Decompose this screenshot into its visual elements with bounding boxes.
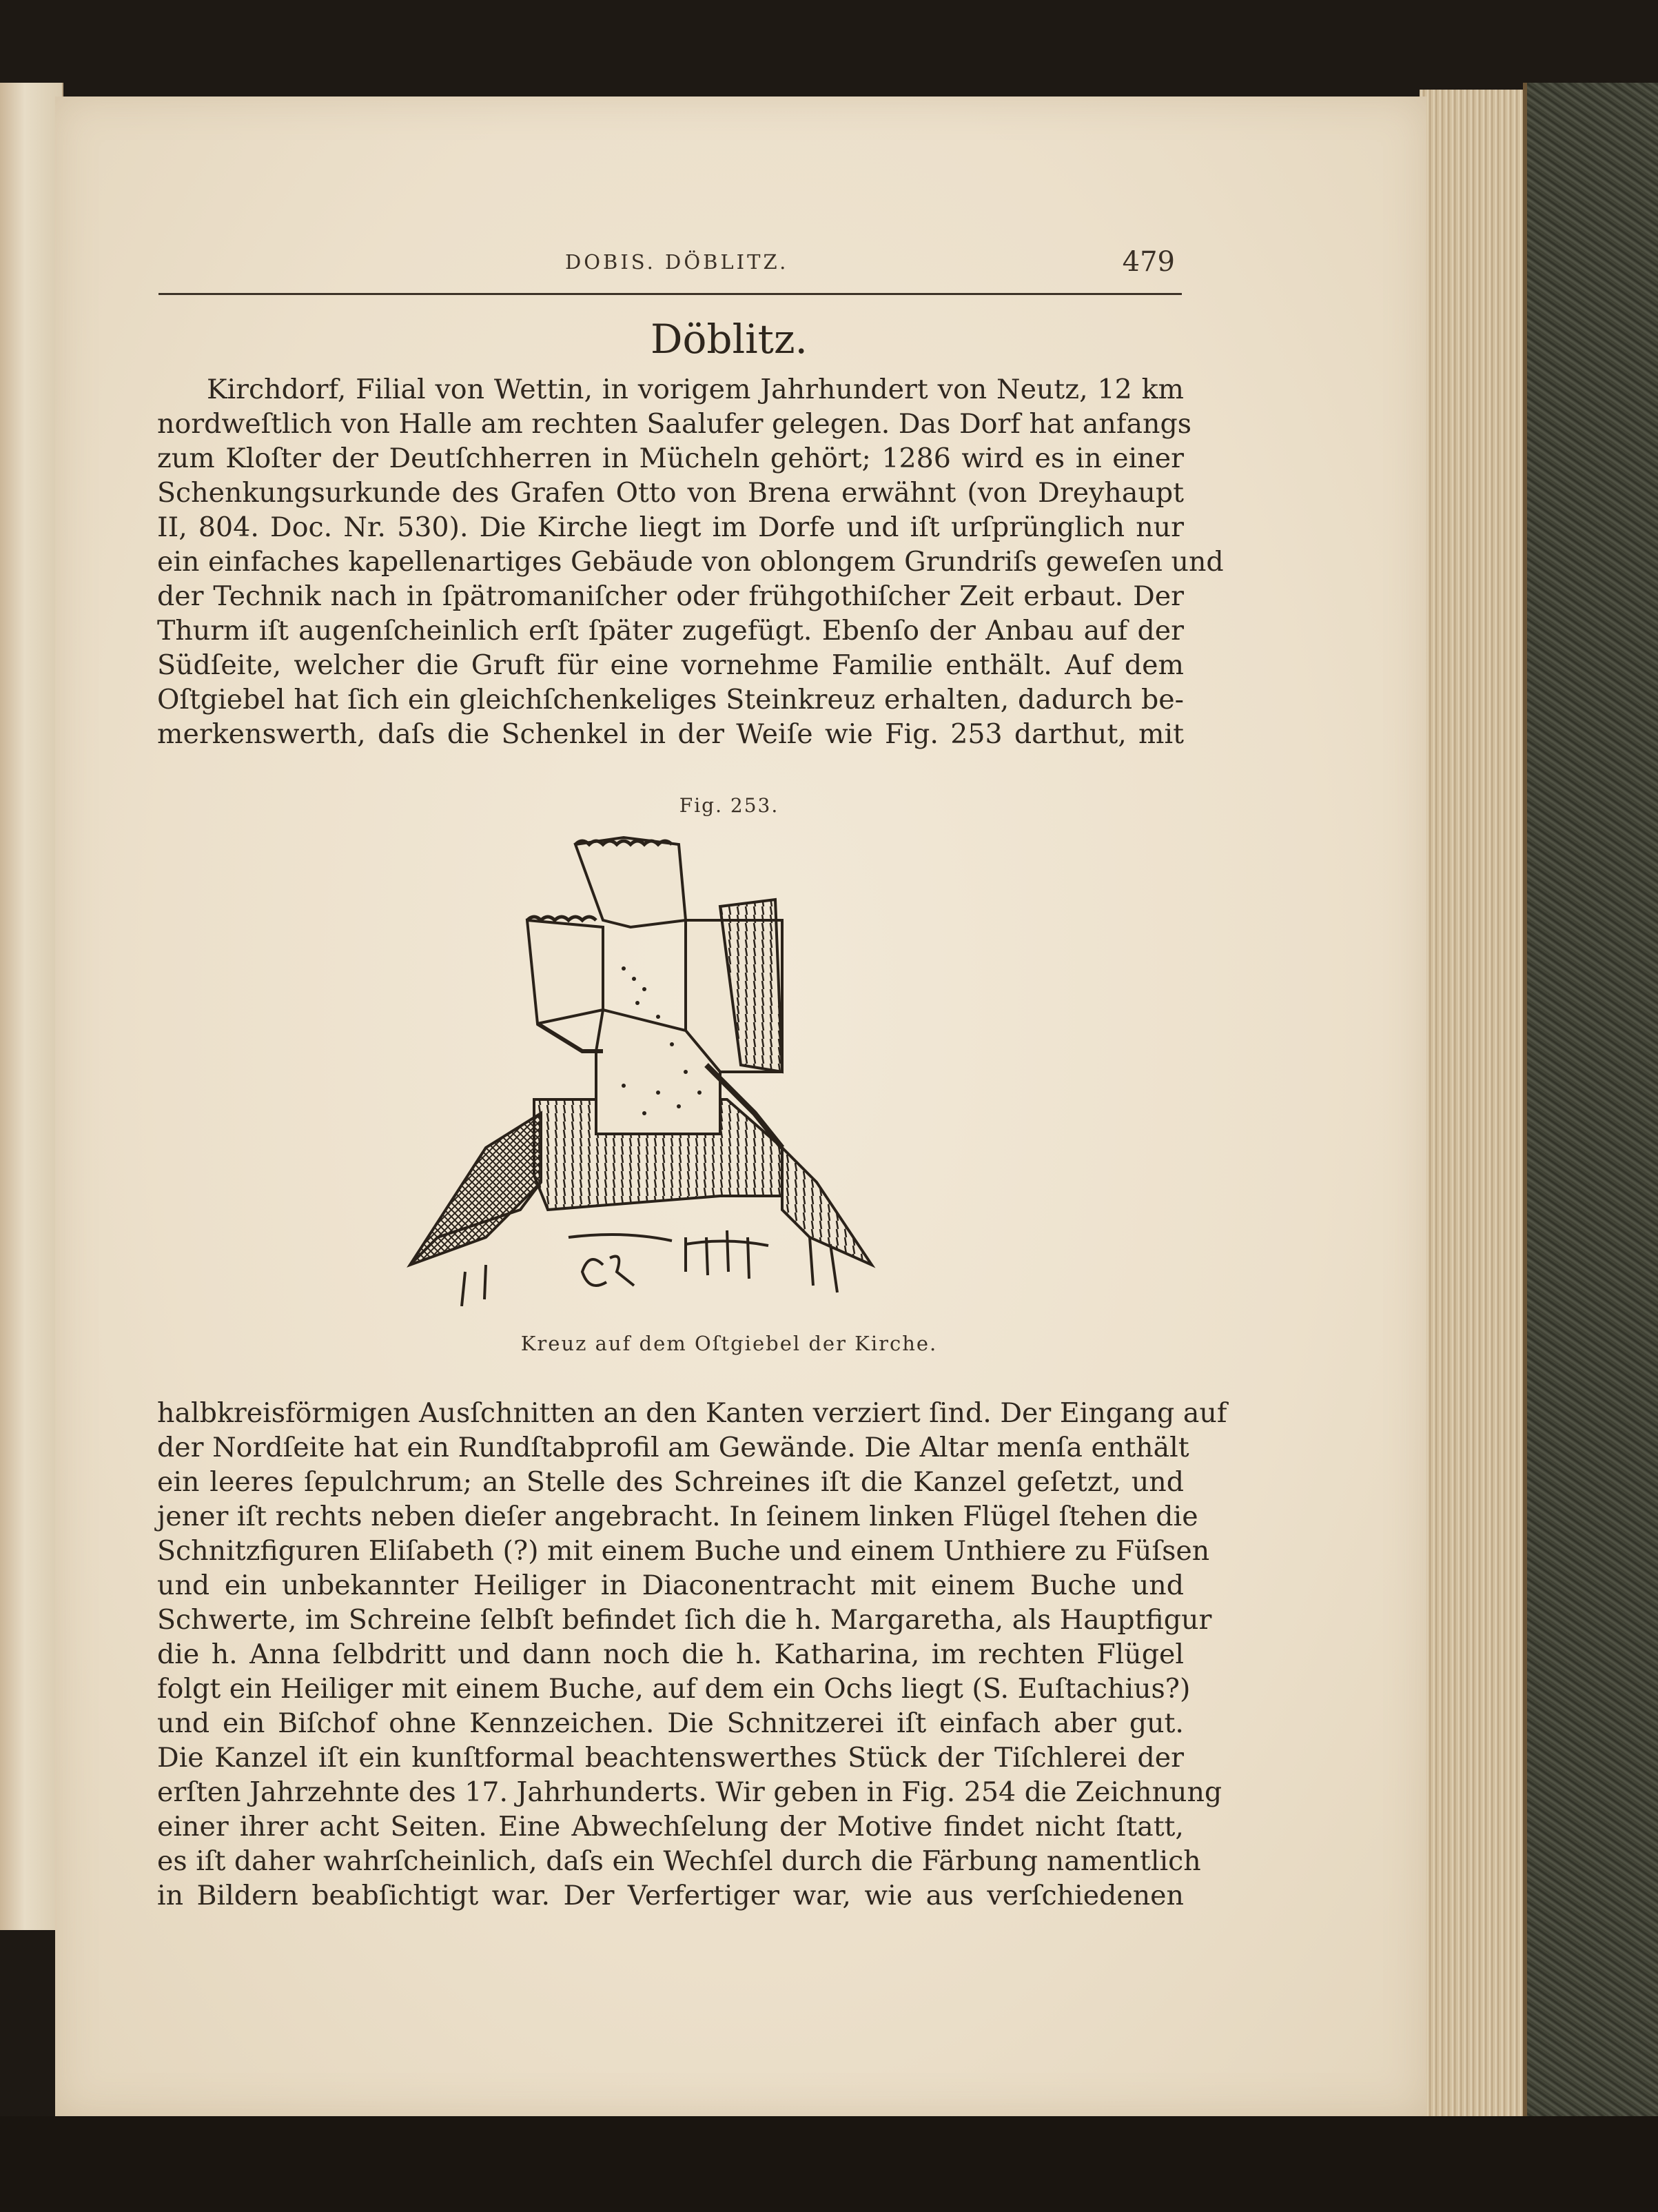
text-line: Oſtgiebel hat ſich ein gleichſchenkeliges Steinkreuz erhalten, dadurch be-: [157, 684, 1184, 716]
text-line: halbkreisförmigen Ausſchnitten an den Kanten verziert ſind. Der Eingang auf: [157, 1397, 1227, 1429]
text-line: folgt ein Heiliger mit einem Buche, auf dem ein Ochs liegt (S. Euſtachius?): [157, 1673, 1191, 1705]
paragraph-1: [157, 372, 1224, 751]
text-line: Schnitzfiguren Eliſabeth (?) mit einem Buche und einem Unthiere zu Füſsen: [157, 1535, 1210, 1567]
text-line: Die Kanzel iſt ein kunſtformal beachtenswerthes Stück der Tiſchlerei der: [157, 1742, 1184, 1774]
text-line: Kirchdorf, Filial von Wettin, in vorigem Jahrhundert von Neutz, 12 km: [207, 374, 1184, 405]
page-number: 479: [1122, 246, 1175, 278]
text-line: merkenswerth, daſs die Schenkel in der Weiſe wie Fig. 253 darthut, mit: [157, 718, 1184, 750]
background-bottom: [0, 2116, 1658, 2212]
text-line: II, 804. Doc. Nr. 530). Die Kirche liegt im Dorfe und iſt urſprünglich nur: [157, 511, 1184, 543]
text-line: und ein Biſchof ohne Kennzeichen. Die Schnitzerei iſt einfach aber gut.: [157, 1707, 1184, 1739]
text-line: Schenkungsurkunde des Grafen Otto von Brena erwähnt (von Dreyhaupt: [157, 477, 1184, 509]
running-head-title: DOBIS. DÖBLITZ.: [565, 250, 789, 274]
text-line: erſten Jahrzehnte des 17. Jahrhunderts. Wir geben in Fig. 254 die Zeichnung: [157, 1776, 1222, 1808]
text-line: die h. Anna ſelbdritt und dann noch die h. Katharina, im rechten Flügel: [157, 1638, 1184, 1670]
text-line: Südſeite, welcher die Gruft für eine vornehme Familie enthält. Auf dem: [157, 649, 1184, 681]
text-line: ein einfaches kapellenartiges Gebäude von oblongem Grundriſs geweſen und: [157, 546, 1224, 578]
text-line: jener iſt rechts neben dieſer angebracht. In ſeinem linken Flügel ſtehen die: [157, 1501, 1198, 1532]
text-line: zum Kloſter der Deutſchherren in Mücheln gehört; 1286 wird es in einer: [157, 443, 1184, 474]
text-line: in Bildern beabſichtigt war. Der Verfertiger war, wie aus verſchiedenen: [157, 1880, 1184, 1911]
page-block-edges: [1420, 90, 1530, 2116]
running-head: [158, 245, 1182, 295]
text-line: und ein unbekannter Heiliger in Diaconentracht mit einem Buche und: [157, 1570, 1184, 1601]
text-line: es iſt daher wahrſcheinlich, daſs ein Wechſel durch die Färbung namentlich: [157, 1845, 1201, 1877]
text-line: der Nordſeite hat ein Rundſtabprofil am Gewände. Die Altar menſa enthält: [157, 1432, 1189, 1463]
figure-label: Fig. 253.: [679, 794, 779, 817]
cross-illustration: [396, 824, 913, 1306]
section-heading: Döblitz.: [651, 316, 808, 363]
text-line: der Technik nach in ſpätromaniſcher oder frühgothiſcher Zeit erbaut. Der: [157, 580, 1184, 612]
text-line: Thurm iſt augenſcheinlich erſt ſpäter zugefügt. Ebenſo der Anbau auf der: [157, 615, 1184, 647]
text-line: nordweſtlich von Halle am rechten Saalufer gelegen. Das Dorf hat anfangs: [157, 408, 1192, 440]
text-line: Schwerte, im Schreine ſelbſt befindet ſich die h. Margaretha, als Hauptfigur: [157, 1604, 1212, 1636]
figure-caption: Kreuz auf dem Oſtgiebel der Kirche.: [520, 1332, 938, 1355]
book-cover: [1523, 83, 1658, 2151]
text-line: einer ihrer acht Seiten. Eine Abwechſelung der Motive findet nicht ſtatt,: [157, 1811, 1184, 1843]
text-line: ein leeres ſepulchrum; an Stelle des Schreines iſt die Kanzel geſetzt, und: [157, 1466, 1184, 1498]
paragraph-2: [157, 1396, 1227, 1913]
